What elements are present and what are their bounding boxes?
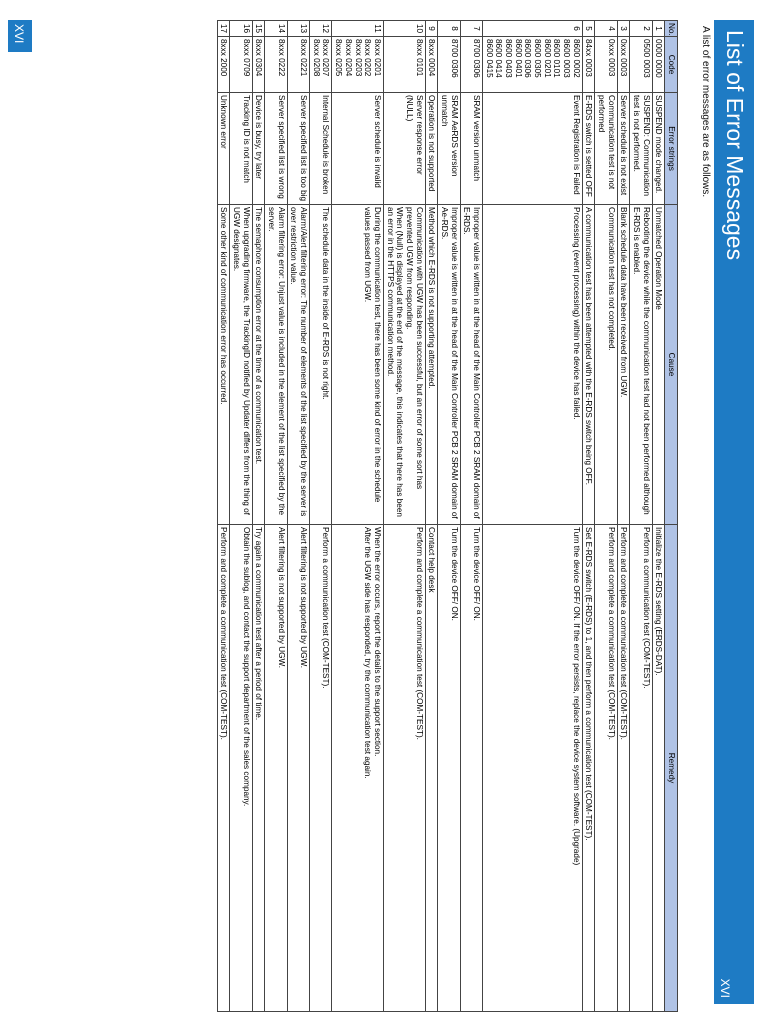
cell-code: 8700 0306 [438, 37, 460, 93]
cell-remedy: Obtain the sublog, and contact the support department of the sales company. [230, 525, 252, 1012]
cell-code: 8700 0306 [460, 37, 482, 93]
cell-no: 15 [252, 21, 265, 37]
cell-remedy: Perform a communication test (COM-TEST). [310, 525, 332, 1012]
column-header: No. [665, 21, 678, 37]
cell-cause: Processing (event processing) within the device has failed. [482, 205, 582, 525]
table-row [332, 21, 383, 1012]
cell-error: E-RDS switch is setted OFF [582, 93, 595, 205]
table-row [482, 21, 582, 1012]
cell-no: 3 [617, 21, 630, 37]
cell-remedy: Turn the device OFF/ ON. [460, 525, 482, 1012]
cell-remedy: When the error occurs, report the details to the support section. After the UGW side has responded, try the communication test again. [332, 525, 383, 1012]
cell-no: 2 [630, 21, 652, 37]
cell-remedy: Perform and complete a communication test (COM-TEST). [383, 525, 425, 1012]
cell-no: 8 [438, 21, 460, 37]
cell-no: 1 [652, 21, 665, 37]
table-row [230, 21, 252, 1012]
cell-code: 8600 0002 8600 0003 8600 0101 8600 0201 8600 0305 8600 0306 8600 0401 8600 0403 8600 0414 8600 0415 [482, 37, 582, 93]
cell-code: 0xxx 0003 [595, 37, 617, 93]
cell-remedy: Turn the device OFF/ ON. If the error persists, replace the device system software. (Upgrade) [482, 525, 582, 1012]
table-row [582, 21, 595, 1012]
cell-remedy: Set E-RDS switch (E-RDS) to 1, and then perform a communication test (COM-TEST). [582, 525, 595, 1012]
cell-cause: Improper value is written in at the head of the Main Controller PCB 2 SRAM domain of Ae-RDS. [438, 205, 460, 525]
cell-no: 7 [460, 21, 482, 37]
cell-remedy: Perform a communication test (COM-TEST). [630, 525, 652, 1012]
cell-cause: Alarm filtering error: Unjust value is included in the element of the list specified by the server. [265, 205, 287, 525]
cell-error: Device is busy, try later [252, 93, 265, 205]
cell-error: Server specified list is too big [287, 93, 309, 205]
cell-error: Server schedule is not exist [617, 93, 630, 205]
cell-remedy: Turn the device OFF/ ON. [438, 525, 460, 1012]
cell-code: 8xxx 0207 8xxx 0208 [310, 37, 332, 93]
cell-error: SUSPEND mode changed. [652, 93, 665, 205]
cell-error: Server response error (NULL) [383, 93, 425, 205]
title-bar [714, 20, 754, 1004]
page-number-box [8, 20, 32, 52]
table-row [383, 21, 425, 1012]
cell-no: 11 [332, 21, 383, 37]
table-row [438, 21, 460, 1012]
cell-remedy: Alert filtering is not supported by UGW. [265, 525, 287, 1012]
cell-remedy: Contact help desk [425, 525, 438, 1012]
cell-error: Server schedule is invalid [332, 93, 383, 205]
cell-error: Operation is not supported [425, 93, 438, 205]
table-row [652, 21, 665, 1012]
cell-error: Event Registration is Failed [482, 93, 582, 205]
cell-error: Unknown error [217, 93, 230, 205]
cell-code: 8xxx 0201 8xxx 0202 8xxx 0203 8xxx 0204 8xxx 0205 [332, 37, 383, 93]
cell-cause: Communication test has not completed. [595, 205, 617, 525]
cell-cause: Some other kind of communication error has occurred. [217, 205, 230, 525]
column-header: Error strings [665, 93, 678, 205]
column-header: Remedy [665, 525, 678, 1012]
page-number: XVI [12, 24, 26, 44]
page-title: List of Error Messages [722, 30, 748, 261]
cell-cause: Unmatched Operation Mode [652, 205, 665, 525]
cell-error: Tracking ID is not match [230, 93, 252, 205]
cell-error: SUSPEND: Communication test is not performed. [630, 93, 652, 205]
cell-code: 8xxx 0222 [265, 37, 287, 93]
column-header: Code [665, 37, 678, 93]
table-body [217, 21, 665, 1012]
table-row [310, 21, 332, 1012]
table-row [630, 21, 652, 1012]
cell-error: Server specified list is wrong [265, 93, 287, 205]
cell-cause: The schedule data in the inside of E-RDS is not right. [310, 205, 332, 525]
cell-no: 14 [265, 21, 287, 37]
cell-remedy: Perform and complete a communication test (COM-TEST). [595, 525, 617, 1012]
intro-text: A list of error messages are as follows. [700, 26, 711, 198]
cell-cause: Communication with UGW has been successful, but an error of some sort has prevented UGW from responding. When (Null) is displayed at the end of the message, this indicates that there has been an error in the HTTPS communication method. [383, 205, 425, 525]
cell-cause: Alarm/Alert filtering error: The number of elements of the list specified by the server is over restriction value. [287, 205, 309, 525]
table-row [217, 21, 230, 1012]
cell-code: 8xxx 0004 [425, 37, 438, 93]
cell-code: 8xxx 0101 [383, 37, 425, 93]
cell-cause: The semaphore consumption error at the time of a communication test. [252, 205, 265, 525]
cell-error: SRAM version unmatch [460, 93, 482, 205]
cell-remedy: Initialize the E-RDS setting (ERDS-DAT). [652, 525, 665, 1012]
column-header: Cause [665, 205, 678, 525]
cell-code: 84xx 0003 [582, 37, 595, 93]
cell-code: 0000 0000 [652, 37, 665, 93]
cell-cause: During the communication test, there has been some kind of error in the schedule values passed from UGW. [332, 205, 383, 525]
cell-cause: Method which E-RDS is not supporting attempted. [425, 205, 438, 525]
error-table [217, 20, 678, 1012]
table-header-row [665, 21, 678, 1012]
cell-cause: Improper value is written in at the head of the Main Controller PCB 2 SRAM domain of E-RDS. [460, 205, 482, 525]
cell-no: 12 [310, 21, 332, 37]
cell-no: 17 [217, 21, 230, 37]
cell-code: 8xxx 0221 [287, 37, 309, 93]
cell-remedy: Alert filtering is not supported by UGW. [287, 525, 309, 1012]
cell-no: 9 [425, 21, 438, 37]
table-row [617, 21, 630, 1012]
cell-code: 8xxx 0709 [230, 37, 252, 93]
cell-remedy: Perform and complete a communication test (COM-TEST). [217, 525, 230, 1012]
cell-code: 0xxx 0003 [617, 37, 630, 93]
table-row [252, 21, 265, 1012]
cell-error: SRAM AeRDS version unmatch [438, 93, 460, 205]
cell-cause: When upgrading firmware, the TrackingID notified by Updater differs from the thing of UGW designates. [230, 205, 252, 525]
page-tab: XVI [718, 978, 732, 998]
cell-cause: Blank schedule data have been received from UGW. [617, 205, 630, 525]
cell-no: 16 [230, 21, 252, 37]
cell-code: 0500 0003 [630, 37, 652, 93]
cell-remedy: Perform and complete a communication test (COM-TEST). [617, 525, 630, 1012]
cell-cause: A communication test has been attempted with the E-RDS switch being OFF. [582, 205, 595, 525]
cell-no: 6 [482, 21, 582, 37]
table-row [425, 21, 438, 1012]
cell-code: 8xxx 0304 [252, 37, 265, 93]
cell-no: 13 [287, 21, 309, 37]
cell-error: Communication test is not performed [595, 93, 617, 205]
cell-remedy: Try again a communication test after a period of time. [252, 525, 265, 1012]
table-row [287, 21, 309, 1012]
cell-no: 10 [383, 21, 425, 37]
cell-code: 8xxx 2000 [217, 37, 230, 93]
cell-error: Internal Schedule is broken [310, 93, 332, 205]
table-row [595, 21, 617, 1012]
cell-no: 5 [582, 21, 595, 37]
cell-cause: Rebooting the device while the communication test had not been performed although E-RDS is enabled. [630, 205, 652, 525]
cell-no: 4 [595, 21, 617, 37]
table-row [460, 21, 482, 1012]
table-row [265, 21, 287, 1012]
